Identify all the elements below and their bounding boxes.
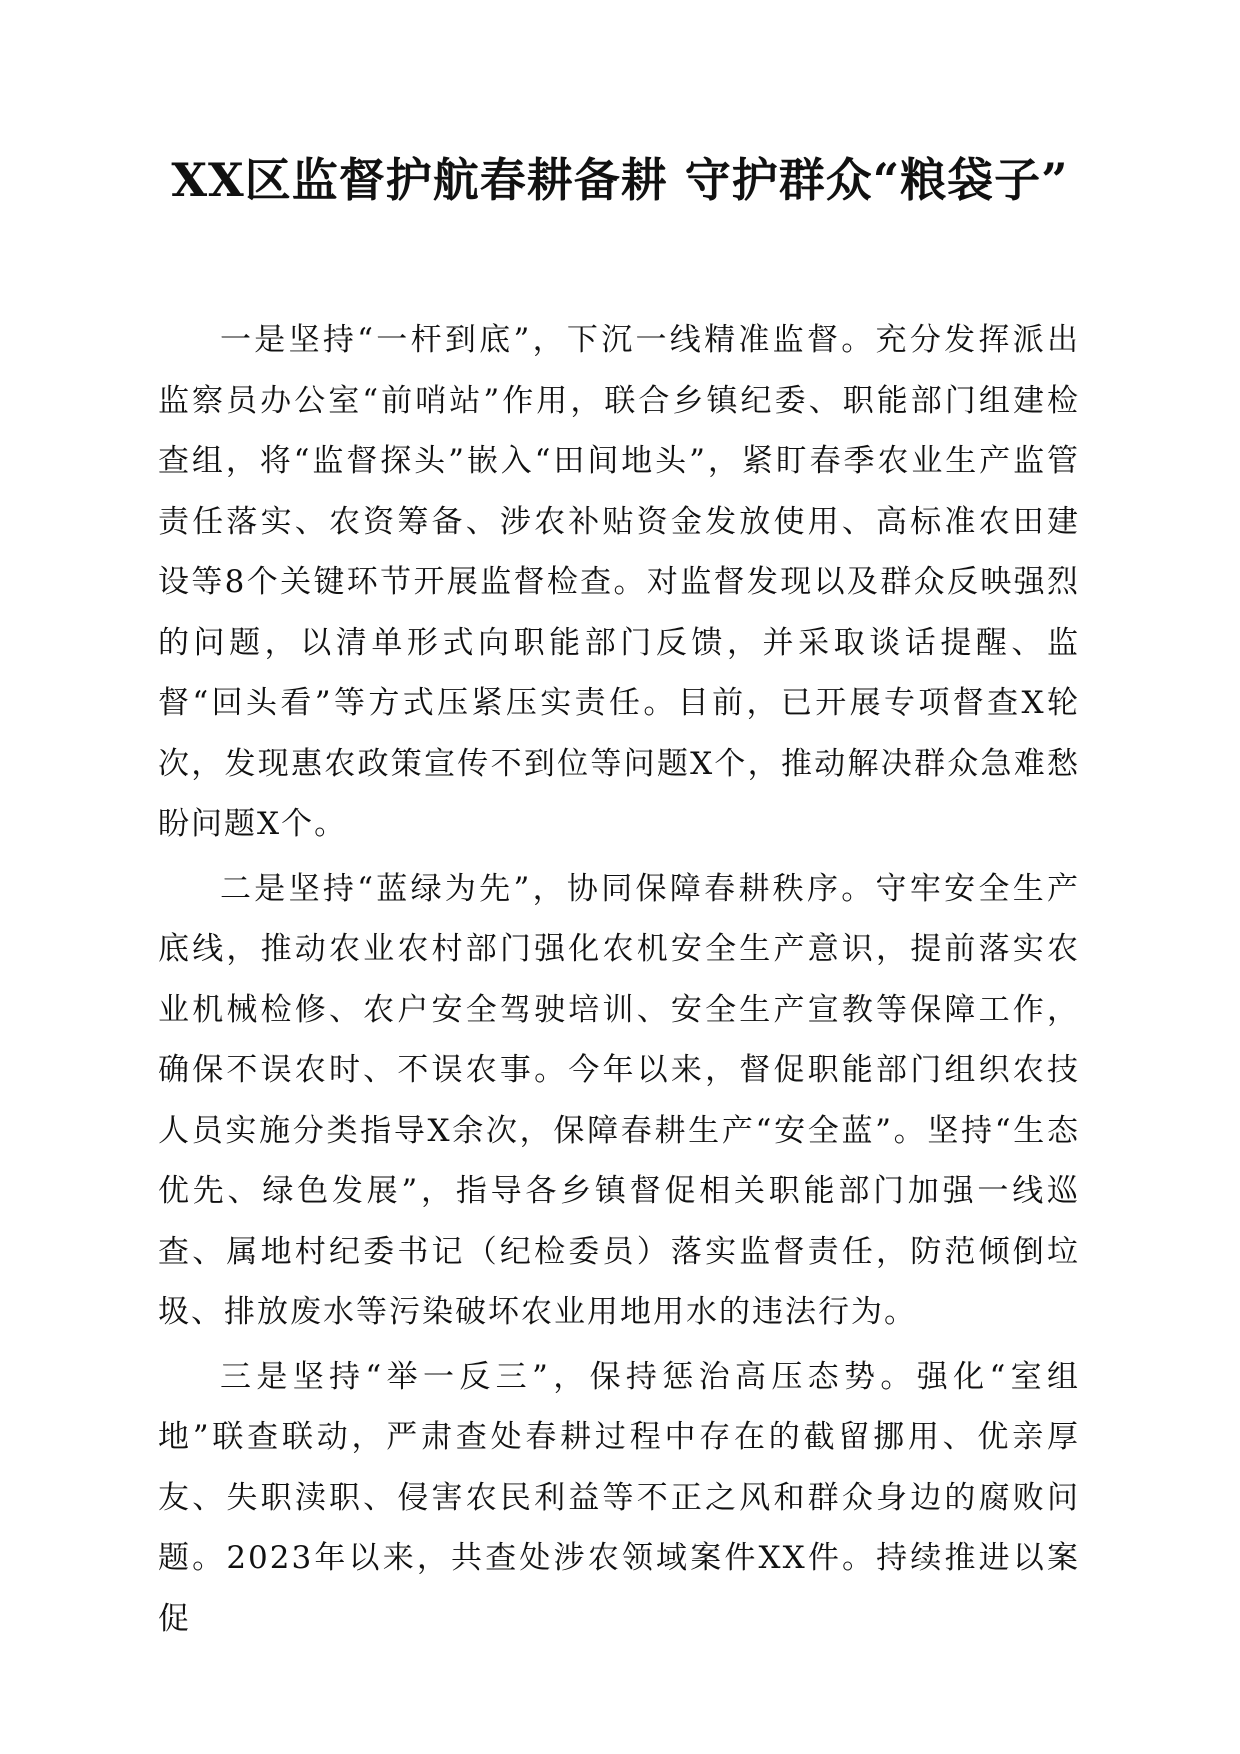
- document-title: XX区监督护航春耕备耕 守护群众“粮袋子”: [171, 153, 1069, 207]
- paragraph-2: 二是坚持“蓝绿为先”，协同保障春耕秩序。守牢安全生产底线，推动农业农村部门强化农机安全生产意识，提前落实农业机械检修、农户安全驾驶培训、安全生产宣教等保障工作，确保不误农时、不误农事。今年以来，督促职能部门组织农技人员实施分类指导X余次，保障春耕生产“安全蓝”。坚持“生态优先、绿色发展”，指导各乡镇督促相关职能部门加强一线巡查、属地村纪委书记（纪检委员）落实监督责任，防范倾倒垃圾、排放废水等污染破坏农业用地用水的违法行为。: [158, 870, 1080, 1330]
- paragraph-3: 三是坚持“举一反三”，保持惩治高压态势。强化“室组地”联查联动，严肃查处春耕过程中存在的截留挪用、优亲厚友、失职渎职、侵害农民利益等不正之风和群众身边的腐败问题。2023年以来，共查处涉农领域案件XX件。持续推进以案促: [158, 1358, 1080, 1637]
- document-body: [158, 310, 1080, 1653]
- paragraph-1: 一是坚持“一杆到底”，下沉一线精准监督。充分发挥派出监察员办公室“前哨站”作用，联合乡镇纪委、职能部门组建检查组，将“监督探头”嵌入“田间地头”，紧盯春季农业生产监管责任落实、农资筹备、涉农补贴资金发放使用、高标准农田建设等8个关键环节开展监督检查。对监督发现以及群众反映强烈的问题，以清单形式向职能部门反馈，并采取谈话提醒、监督“回头看”等方式压紧压实责任。目前，已开展专项督查X轮次，发现惠农政策宣传不到位等问题X个，推动解决群众急难愁盼问题X个。: [158, 322, 1080, 842]
